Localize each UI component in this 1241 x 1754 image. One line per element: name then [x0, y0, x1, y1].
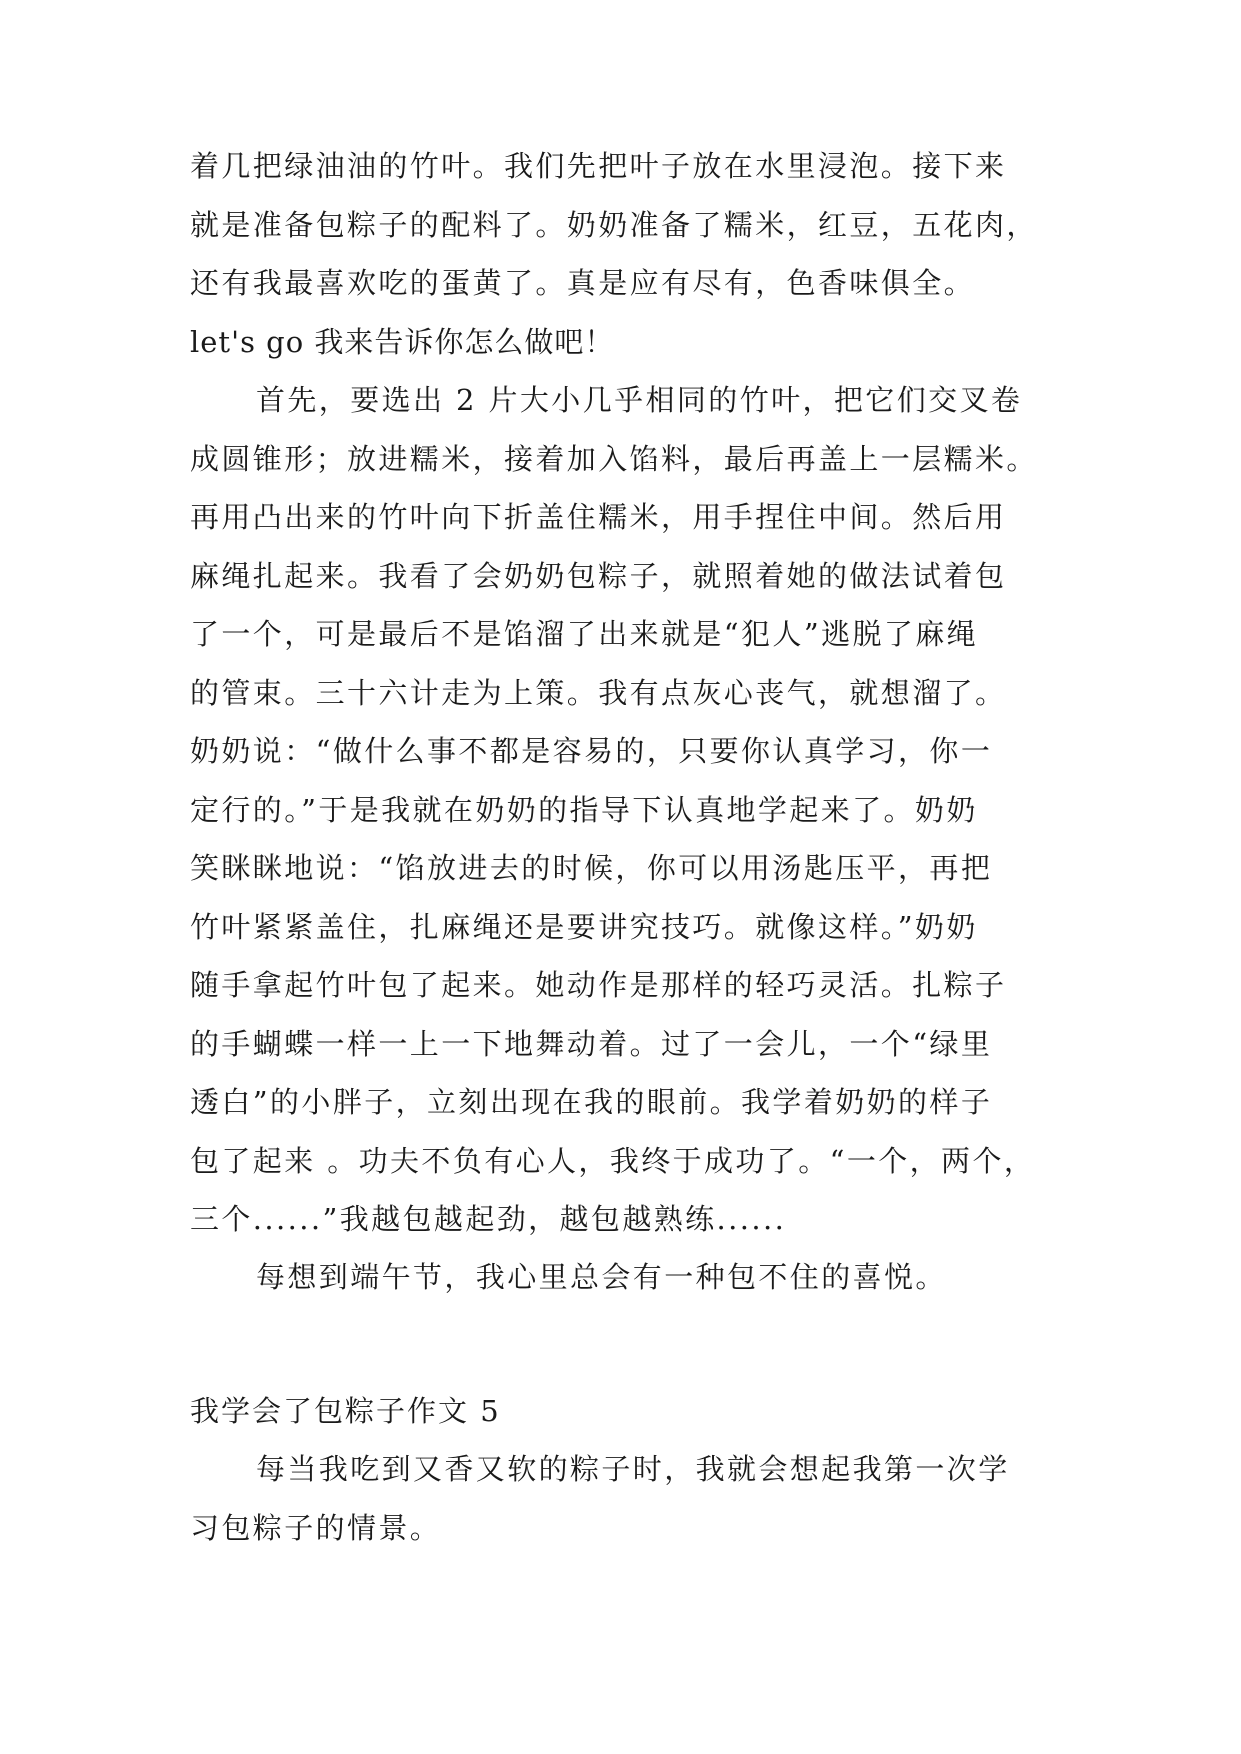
text-line: 成圆锥形；放进糯米，接着加入馅料，最后再盖上一层糯米。: [190, 441, 1038, 476]
text-line: 随手拿起竹叶包了起来。她动作是那样的轻巧灵活。扎粽子: [190, 968, 1007, 1002]
paragraph-intro: [190, 1440, 1070, 1557]
text-line: 习包粽子的情景。: [190, 1510, 442, 1545]
text-line: 定行的。”于是我就在奶奶的指导下认真地学起来了。奶奶: [190, 792, 978, 827]
text-line: 麻绳扎起来。我看了会奶奶包粽子，就照着她的做法试着包: [190, 558, 1007, 593]
paragraph-steps: [190, 371, 1070, 1249]
text-line: 透白”的小胖子，立刻出现在我的眼前。我学着奶奶的样子: [190, 1085, 993, 1119]
text-line: 了一个，可是最后不是馅溜了出来就是“犯人”逃脱了麻绳: [190, 617, 979, 651]
text-line: 笑眯眯地说：“馅放进去的时候，你可以用汤匙压平，再把: [190, 851, 993, 885]
text-line: 首先，要选出 2 片大小几乎相同的竹叶，把它们交叉卷: [256, 383, 1023, 417]
text-line: 再用凸出来的竹叶向下折盖住糯米，用手捏住中间。然后用: [190, 500, 1007, 534]
text-line: let's go 我来告诉你怎么做吧！: [190, 324, 615, 359]
paragraph-closing: [190, 1248, 1070, 1307]
section-heading: 我学会了包粽子作文 5: [190, 1394, 501, 1428]
text-line: 还有我最喜欢吃的蛋黄了。真是应有尽有，色香味俱全。: [190, 266, 976, 300]
text-line: 包了起来 。功夫不负有心人，我终于成功了。“一个，两个，: [190, 1143, 1036, 1178]
text-line: 着几把绿油油的竹叶。我们先把叶子放在水里浸泡。接下来: [190, 149, 1007, 183]
text-line: 就是准备包粽子的配料了。奶奶准备了糯米，红豆，五花肉，: [190, 207, 1038, 242]
text-line: 每当我吃到又香又软的粽子时，我就会想起我第一次学: [256, 1452, 1010, 1486]
text-line: 的手蝴蝶一样一上一下地舞动着。过了一会儿，一个“绿里: [190, 1026, 993, 1061]
text-line: 奶奶说：“做什么事不都是容易的，只要你认真学习，你一: [190, 734, 993, 768]
text-line: 的管束。三十六计走为上策。我有点灰心丧气，就想溜了。: [190, 675, 1007, 710]
text-line: 每想到端午节，我心里总会有一种包不住的喜悦。: [256, 1260, 947, 1294]
text-line: 竹叶紧紧盖住，扎麻绳还是要讲究技巧。就像这样。”奶奶: [190, 909, 978, 944]
text-line: 三个......”我越包越起劲，越包越熟练......: [190, 1202, 787, 1236]
paragraph-continued: [190, 137, 1070, 371]
